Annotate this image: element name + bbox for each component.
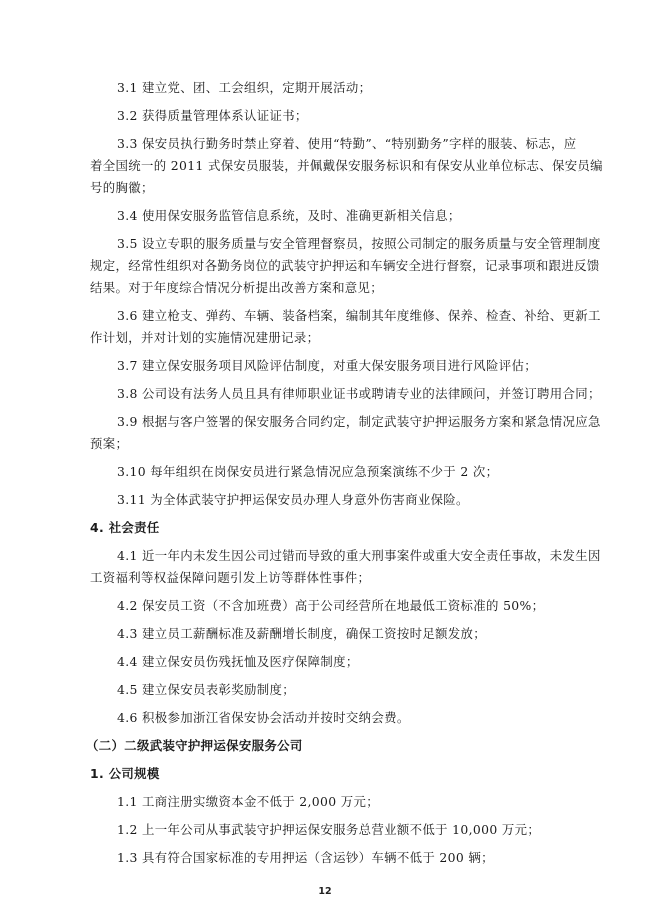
section-heading-level-2-company: （二）二级武装守护押运保安服务公司 — [86, 738, 303, 753]
clause-4-4: 4.4 建立保安员伤残抚恤及医疗保障制度； — [117, 654, 359, 669]
clause-4-1-line-2: 工资福利等权益保障问题引发上访等群体性事件； — [90, 570, 371, 585]
clause-3-5-line-3: 结果。对于年度综合情况分析提出改善方案和意见； — [90, 280, 384, 295]
clause-3-7: 3.7 建立保安服务项目风险评估制度，对重大保安服务项目进行风险评估； — [117, 358, 538, 373]
clause-3-8: 3.8 公司设有法务人员且具有律师职业证书或聘请专业的法律顾问，并签订聘用合同； — [117, 386, 601, 401]
clause-3-11: 3.11 为全体武装守护押运保安员办理人身意外伤害商业保险。 — [117, 492, 469, 507]
clause-4-3: 4.3 建立员工薪酬标准及薪酬增长制度，确保工资按时足额发放； — [117, 626, 487, 641]
clause-3-4: 3.4 使用保安服务监管信息系统，及时、准确更新相关信息； — [117, 208, 461, 223]
section-heading-4: 4. 社会责任 — [90, 520, 160, 535]
clause-4-6: 4.6 积极参加浙江省保安协会活动并按时交纳会费。 — [117, 710, 410, 725]
clause-3-5-line-1: 3.5 设立专职的服务质量与安全管理督察员，按照公司制定的服务质量与安全管理制度 — [117, 236, 601, 251]
clause-3-6-line-1: 3.6 建立枪支、弹药、车辆、装备档案，编制其年度维修、保养、检查、补给、更新工 — [117, 308, 601, 323]
clause-1-2: 1.2 上一年公司从事武装守护押运保安服务总营业额不低于 10,000 万元； — [117, 822, 541, 837]
clause-4-1-line-1: 4.1 近一年内未发生因公司过错而导致的重大刑事案件或重大安全责任事故，未发生因 — [117, 548, 601, 563]
clause-1-1: 1.1 工商注册实缴资本金不低于 2,000 万元； — [117, 794, 379, 809]
section-heading-company-scale: 1. 公司规模 — [90, 766, 160, 781]
clause-3-2: 3.2 获得质量管理体系认证证书； — [117, 108, 308, 123]
clause-3-3-line-3: 号的胸徽； — [90, 180, 154, 195]
clause-3-9-line-2: 预案； — [90, 436, 129, 451]
clause-4-5: 4.5 建立保安员表彰奖励制度； — [117, 682, 295, 697]
clause-4-2: 4.2 保安员工资（不含加班费）高于公司经营所在地最低工资标准的 50%； — [117, 598, 545, 613]
clause-3-10: 3.10 每年组织在岗保安员进行紧急情况应急预案演练不少于 2 次； — [117, 464, 499, 479]
clause-1-3: 1.3 具有符合国家标准的专用押运（含运钞）车辆不低于 200 辆； — [117, 850, 494, 865]
clause-3-3-line-1: 3.3 保安员执行勤务时禁止穿着、使用“特勤”、“特别勤务”字样的服装、标志，应 — [117, 136, 577, 151]
clause-3-6-line-2: 作计划，并对计划的实施情况建册记录； — [90, 330, 320, 345]
clause-3-1: 3.1 建立党、团、工会组织，定期开展活动； — [117, 80, 372, 95]
page-number: 12 — [318, 886, 332, 897]
clause-3-5-line-2: 规定，经常性组织对各勤务岗位的武装守护押运和车辆安全进行督察，记录事项和跟进反馈 — [90, 258, 600, 273]
clause-3-9-line-1: 3.9 根据与客户签署的保安服务合同约定，制定武装守护押运服务方案和紧急情况应急 — [117, 414, 601, 429]
clause-3-3-line-2: 着全国统一的 2011 式保安员服装，并佩戴保安服务标识和有保安从业单位标志、保安员编 — [90, 158, 603, 173]
